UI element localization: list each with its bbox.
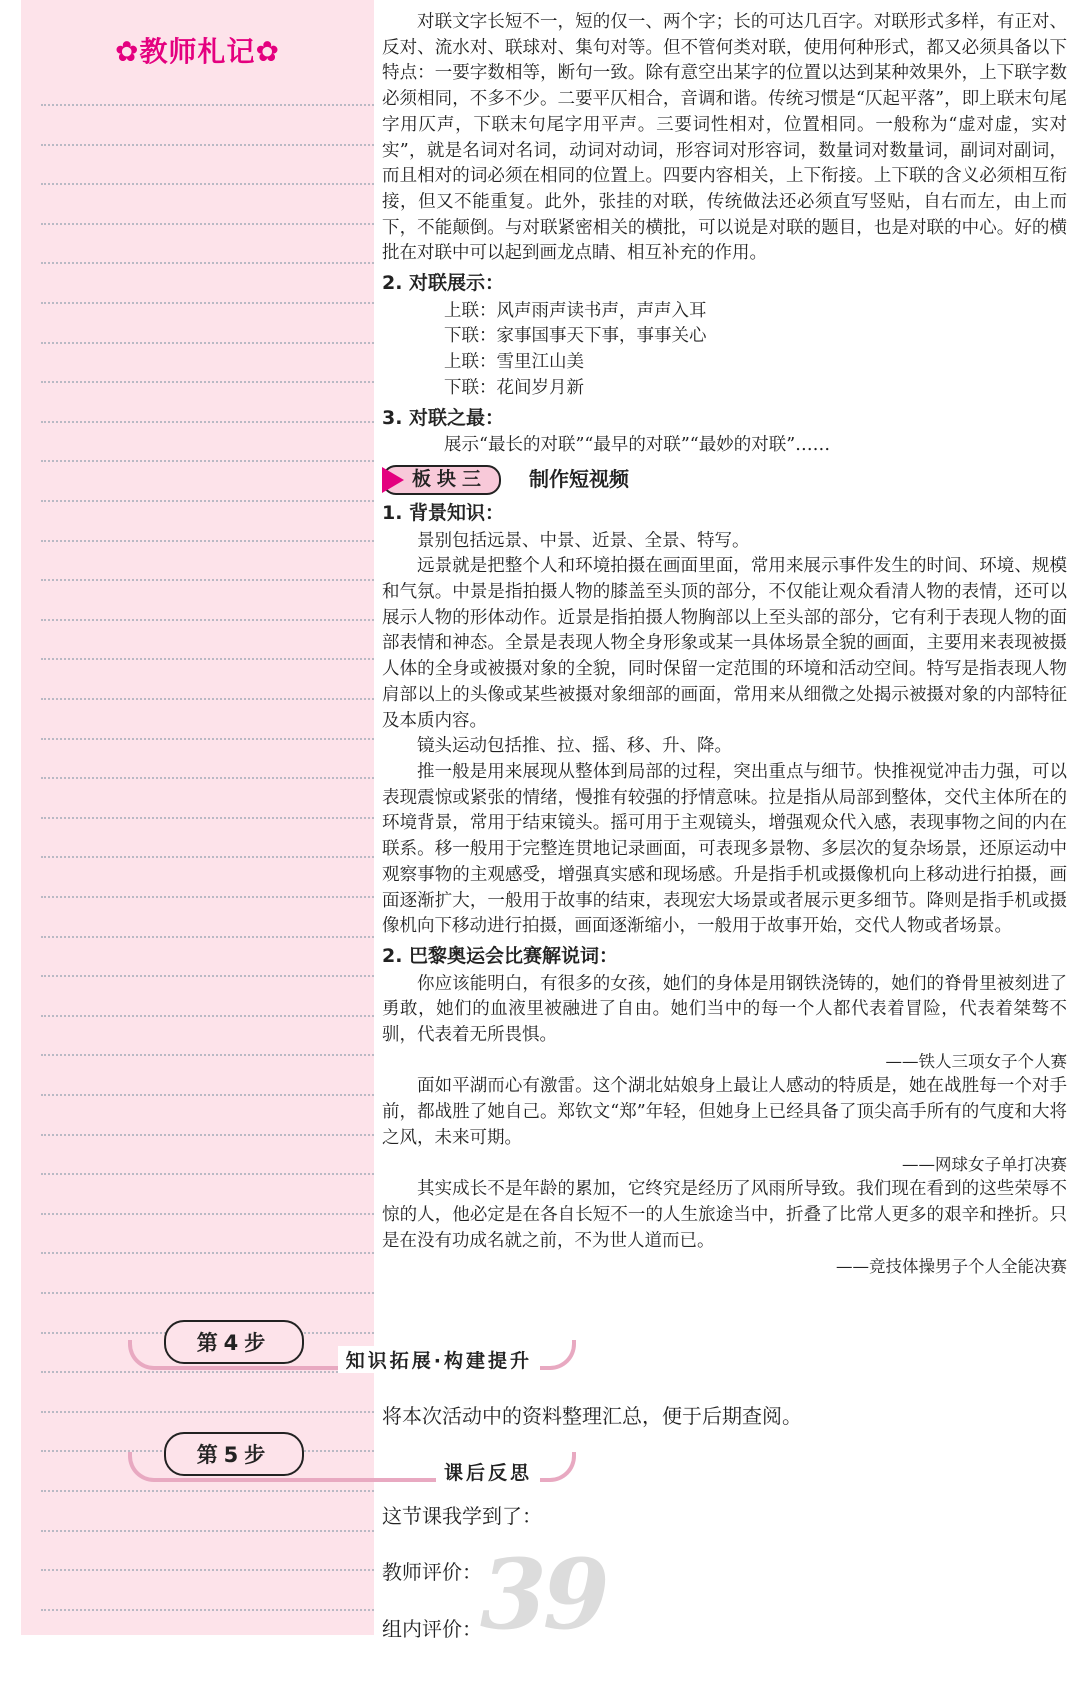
page-number: 39 (480, 1538, 606, 1651)
sidebar-title: ✿教师札记✿ (115, 35, 280, 68)
commentary-text: 其实成长不是年龄的累加，它终究是经历了风雨所导致。我们现在看到的这些荣辱不惊的人，他必定是在各自长短不一的人生旅途当中，折叠了比常人更多的艰辛和挫折。只是在没有功成名就之前，不为世人道而已。 (382, 1179, 1067, 1251)
note-line (41, 1569, 374, 1571)
intro-paragraph: 对联文字长短不一，短的仅一、两个字；长的可达几百字。对联形式多样，有正对、反对、流水对、联球对、集句对等。但不管何类对联，使用何种形式，都又必须具备以下特点：一要字数相等，断句一致。除有意空出某字的位置以达到某种效果外，上下联字数必须相同，不多不少。二要平仄相合，音调和谐。传统习惯是“仄起平落”，即上联末句尾字用仄声，下联末句尾字用平声。三要词性相对，位置相同。一般称为“虚对虚，实对实”，就是名词对名词，动词对动词，形容词对形容词，数量词对数量词，副词对副词，而且相对的词必须在相同的位置上。四要内容相关，上下衔接。上下联的含义必须相互衔接，但又不能重复。此外，张挂的对联，传统做法还必须直写竖贴，自右而左，由上而下，不能颠倒。与对联紧密相关的横批，可以说是对联的题目，也是对联的中心。好的横批在对联中可以起到画龙点睛、相互补充的作用。 (382, 12, 1067, 264)
couplet-line: 上联：雪里江山美 (444, 352, 584, 373)
note-line (41, 1252, 374, 1254)
commentary-heading: 2. 巴黎奥运会比赛解说词： (382, 944, 619, 967)
note-line (41, 262, 374, 264)
note-line (41, 619, 374, 621)
couplet-line: 下联：家事国事天下事，事事关心 (444, 326, 707, 347)
note-line (41, 738, 374, 740)
note-line (41, 1213, 374, 1215)
note-line (41, 460, 374, 462)
note-line (41, 302, 374, 304)
commentary-source: ——铁人三项女子个人赛 (885, 1051, 1067, 1071)
note-line (41, 579, 374, 581)
learned-prompt: 这节课我学到了： (382, 1504, 542, 1528)
note-line (41, 856, 374, 858)
note-line (41, 342, 374, 344)
background-paragraph: 镜头运动包括推、拉、摇、移、升、降。 (417, 736, 732, 757)
section-badge-label: 板块三 (412, 468, 488, 491)
step-4-label: 第4步 (164, 1320, 304, 1364)
background-heading: 1. 背景知识： (382, 501, 505, 524)
note-line (41, 1015, 374, 1017)
note-line (41, 421, 374, 423)
couplet-line: 下联：花间岁月新 (444, 377, 584, 398)
note-line (41, 540, 374, 542)
background-paragraph: 推一般是用来展现从整体到局部的过程，突出重点与细节。快推视觉冲击力强，可以表现震惊或紧张的情绪，慢推有较强的抒情意味。拉是指从局部到整体，交代主体所在的环境背景，常用于结束镜头。摇可用于主观镜头，增强观众代入感，表现事物之间的内在联系。移一般用于完整连贯地记录画面，可表现多景物、多层次的复杂场景，还原运动中观察事物的主观感受，增强真实感和现场感。升是指手机或摄像机向上移动进行拍摄，画面逐渐扩大，一般用于故事的结束，表现宏大场景或者展示更多细节。降则是指手机或摄像机向下移动进行拍摄，画面逐渐缩小，一般用于故事开始，交代人物或者场景。 (382, 761, 1067, 937)
couplet-line: 上联：风声雨声读书声，声声入耳 (444, 300, 707, 321)
section-badge (382, 465, 501, 495)
step-4-text: 将本次活动中的资料整理汇总，便于后期查阅。 (382, 1404, 802, 1428)
note-line (41, 1530, 374, 1532)
note-line (41, 1292, 374, 1294)
note-line (41, 500, 374, 502)
step-4-banner (128, 1320, 568, 1410)
note-line (41, 1411, 374, 1413)
note-line (41, 817, 374, 819)
commentary-text: 面如平湖而心有激雷。这个湖北姑娘身上最让人感动的特质是，她在战胜每一个对手前，都战胜了她自己。郑钦文“郑”年轻，但她身上已经具备了顶尖高手所有的气度和大将之风，未来可期。 (382, 1076, 1067, 1148)
step-5-subtitle: 课后反思 (436, 1458, 540, 1485)
note-line (41, 1173, 374, 1175)
note-line (41, 777, 374, 779)
note-line (41, 1054, 374, 1056)
step-5-label: 第5步 (164, 1432, 304, 1476)
couplet-best-heading: 3. 对联之最： (382, 406, 505, 429)
commentary-source: ——网球女子单打决赛 (902, 1154, 1067, 1174)
note-line (41, 223, 374, 225)
teacher-evaluation-prompt: 教师评价： (382, 1560, 482, 1584)
main-content (382, 10, 1067, 1280)
note-line (41, 104, 374, 106)
note-line (41, 183, 374, 185)
note-line (41, 1094, 374, 1096)
note-line (41, 658, 374, 660)
note-line (41, 144, 374, 146)
couplet-best-text: 展示“最长的对联”“最早的对联”“最妙的对联”…… (444, 435, 831, 456)
note-line (41, 975, 374, 977)
section-header (382, 463, 1067, 497)
group-evaluation-prompt: 组内评价： (382, 1617, 482, 1641)
background-paragraph: 景别包括远景、中景、近景、全景、特写。 (417, 530, 750, 551)
couplet-display-heading: 2. 对联展示： (382, 272, 505, 295)
section-title: 制作短视频 (529, 467, 630, 492)
commentary-text: 你应该能明白，有很多的女孩，她们的身体是用钢铁浇铸的，她们的脊骨里被刻进了勇敢，她们的血液里被融进了自由。她们当中的每一个人都代表着冒险，代表着桀骜不驯，代表着无所畏惧。 (382, 973, 1067, 1046)
note-line (41, 896, 374, 898)
background-paragraph: 远景就是把整个人和环境拍摄在画面里面，常用来展示事件发生的时间、环境、规模和气氛。中景是指拍摄人物的膝盖至头顶的部分，不仅能让观众看清人物的表情，还可以展示人物的形体动作。近景是指拍摄人物胸部以上至头部的部分，它有利于表现人物的面部表情和神态。全景是表现人物全身形象或某一具体场景全貌的画面，主要用来表现被摄人体的全身或被摄对象的全貌，同时保留一定范围的环境和活动空间。特写是指表现人物肩部以上的头像或某些被摄对象细部的画面，常用来从细微之处揭示被摄对象的内部特征及本质内容。 (382, 556, 1067, 731)
note-line (41, 698, 374, 700)
commentary-source: ——竞技体操男子个人全能决赛 (836, 1257, 1067, 1277)
play-arrow-icon (382, 467, 404, 493)
note-line (41, 381, 374, 383)
note-line (41, 1609, 374, 1611)
note-line (41, 1134, 374, 1136)
note-line (41, 936, 374, 938)
step-4-subtitle: 知识拓展·构建提升 (338, 1346, 540, 1373)
